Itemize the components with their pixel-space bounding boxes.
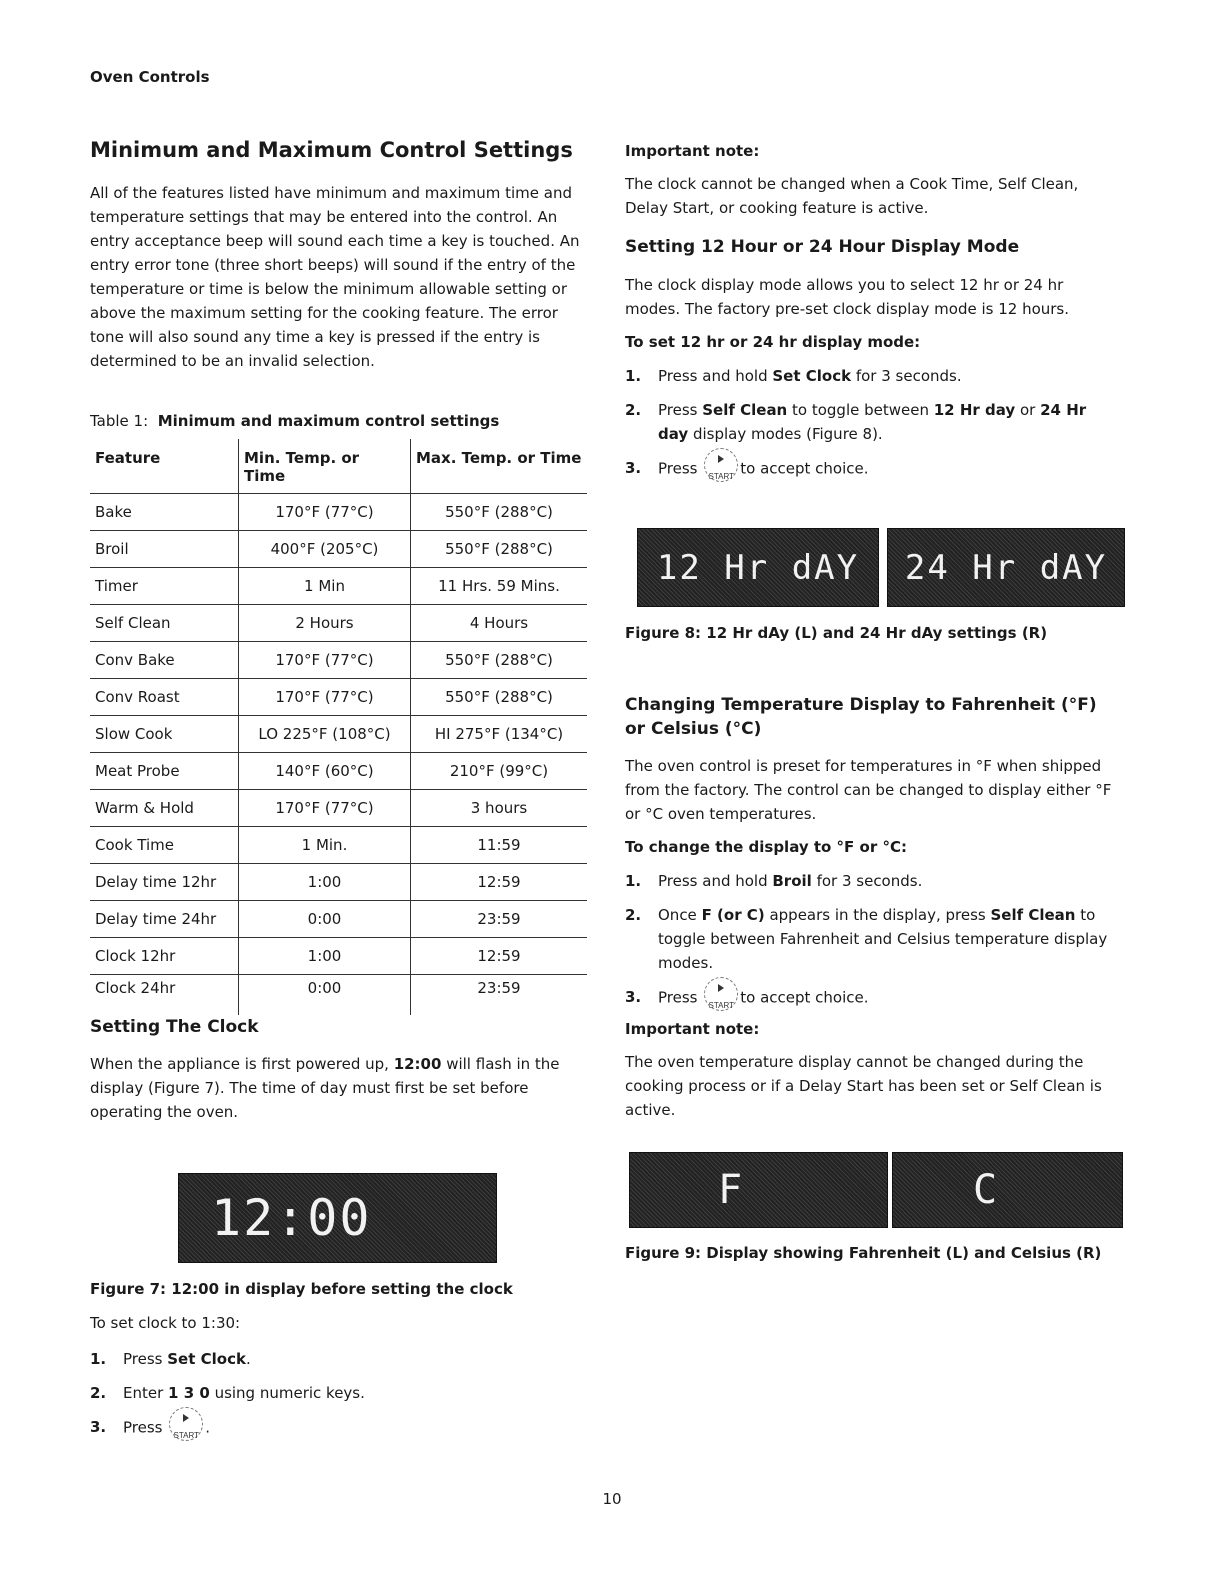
table-cell: 12:59 [411,864,588,901]
list-item [90,1347,586,1371]
table-cell: 210°F (99°C) [411,753,588,790]
important-note2-text: The oven temperature display cannot be changed during the cooking process or if a Delay Start has been set or Self Clean is active. [625,1053,1102,1119]
step-number: 3. [90,1418,107,1436]
step-bold: Self Clean [702,401,788,419]
step-bold: Set Clock [772,367,852,385]
table-row [90,975,587,1016]
clock-paragraph [90,1052,586,1124]
table-cell: 23:59 [411,975,588,1016]
table-cell: 23:59 [411,901,588,938]
mode-steps [625,364,1120,492]
page-number: 10 [602,1490,622,1508]
table-cell: Self Clean [90,605,239,642]
table-row [90,531,587,568]
mode-steps-heading: To set 12 hr or 24 hr display mode: [625,333,921,351]
table-cell: 12:59 [411,938,588,975]
step-bold: 1 3 0 [168,1384,210,1402]
table-cell: 0:00 [239,975,411,1016]
section-label: Oven Controls [90,68,210,86]
temp-steps [625,869,1120,1021]
step-text: Press [658,459,698,478]
table-row [90,938,587,975]
table-cell: 550°F (288°C) [411,531,588,568]
step-text: to accept choice. [740,459,869,478]
table-cell: Timer [90,568,239,605]
table-cell: HI 275°F (134°C) [411,716,588,753]
step-text: Enter [123,1384,169,1402]
step-number: 1. [625,872,642,890]
step-number: 2. [625,401,642,419]
table-cell: 550°F (288°C) [411,642,588,679]
step-number: 1. [90,1350,107,1368]
start-icon [169,1407,203,1441]
table-row [90,642,587,679]
table-cell: Warm & Hold [90,790,239,827]
step-bold: Set Clock [167,1350,246,1368]
step-text: Press [123,1418,163,1437]
figure8-display-left [637,528,879,607]
figure8-caption: Figure 8: 12 Hr dAy (L) and 24 Hr dAy settings (R) [625,624,1048,642]
table-cell: 140°F (60°C) [239,753,411,790]
table-cell: Meat Probe [90,753,239,790]
step-text: for 3 seconds. [851,367,962,385]
table-cell: Slow Cook [90,716,239,753]
table-cell: 170°F (77°C) [239,790,411,827]
start-icon-label: START [173,1431,199,1440]
figure7-display [178,1173,497,1263]
step-text: to toggle between [787,401,934,419]
table-cell: 170°F (77°C) [239,642,411,679]
set-clock-heading: To set clock to 1:30: [90,1314,241,1332]
figure8-right-text: 24 Hr dAY [904,547,1108,588]
table-caption-prefix: Table 1: [90,412,149,430]
list-item [625,869,1120,893]
list-item [90,1415,586,1441]
step-text: Press [658,988,698,1007]
table-row [90,716,587,753]
figure7-caption: Figure 7: 12:00 in display before setting the clock [90,1280,513,1298]
table-row [90,494,587,531]
figure9-left-text: F [718,1167,745,1213]
list-item [90,1381,586,1405]
step-text: using numeric keys. [209,1384,365,1402]
list-item [625,456,1120,482]
start-icon [704,448,738,482]
step-number: 3. [625,459,642,477]
start-icon-label: START [708,1001,734,1010]
figure8-display-right [887,528,1125,607]
figure9-caption: Figure 9: Display showing Fahrenheit (L) and Celsius (R) [625,1244,1102,1262]
step-bold: 12 Hr day [933,401,1016,419]
step-text: Press [658,401,703,419]
table-row [90,568,587,605]
important-note2-label: Important note: [625,1020,760,1038]
table-cell: 170°F (77°C) [239,679,411,716]
table-row [90,605,587,642]
table-cell: Conv Roast [90,679,239,716]
page-title: Minimum and Maximum Control Settings [90,138,573,162]
table-cell: Broil [90,531,239,568]
start-icon-label: START [708,472,734,481]
list-item [625,398,1120,446]
table-cell: Clock 12hr [90,938,239,975]
step-text: for 3 seconds. [811,872,923,890]
temp-intro: The oven control is preset for temperatures in °F when shipped from the factory. The control can be changed to display either °F or °C oven temperatures. [625,757,1112,823]
step-bold: Broil [772,872,812,890]
step-text: display modes (Figure 8). [688,425,883,443]
step-text: or [1015,401,1041,419]
list-item [625,364,1120,388]
step-text: . [245,1350,251,1368]
step-text: Press [123,1350,168,1368]
figure8-left-text: 12 Hr dAY [656,547,860,588]
table-header: Max. Temp. or Time [411,439,588,494]
table-cell: 3 hours [411,790,588,827]
figure7-display-text: 12:00 [211,1189,372,1247]
table-row [90,901,587,938]
start-icon [704,977,738,1011]
figure9-right-text: C [973,1167,1000,1213]
table-cell: 550°F (288°C) [411,494,588,531]
step-text: to toggle between Fahrenheit and Celsius temperature display modes. [658,906,1108,972]
important-note-text: The clock cannot be changed when a Cook Time, Self Clean, Delay Start, or cooking feature is active. [625,175,1079,217]
table-cell: 1:00 [239,864,411,901]
figure9-display-left [629,1152,888,1228]
step-number: 2. [625,906,642,924]
table-cell: Bake [90,494,239,531]
mode-intro: The clock display mode allows you to select 12 hr or 24 hr modes. The factory pre-set clock display mode is 12 hours. [625,276,1070,318]
table-cell: 0:00 [239,901,411,938]
step-bold: Self Clean [990,906,1076,924]
step-text: appears in the display, press [764,906,991,924]
temp-steps-heading: To change the display to °F or °C: [625,838,907,856]
table-cell: 1 Min [239,568,411,605]
table-cell: 400°F (205°C) [239,531,411,568]
table-cell: 1:00 [239,938,411,975]
table-row [90,864,587,901]
table-row [90,790,587,827]
clock-heading: Setting The Clock [90,1017,259,1037]
intro-paragraph: All of the features listed have minimum and maximum time and temperature settings that may be entered into the control. An entry acceptance beep will sound each time a key is touched. An entry error tone (three short beeps) will sound if the entry of the temperature or time is below the minimum allowable setting or above the maximum setting for the cooking feature. The error tone will also sound any time a key is pressed if the entry is determined to be an invalid selection. [90,184,580,370]
important-note-label: Important note: [625,142,760,160]
mode-heading: Setting 12 Hour or 24 Hour Display Mode [625,237,1020,257]
figure9-display-right [892,1152,1123,1228]
list-item [625,903,1120,975]
table-row [90,679,587,716]
table-cell: Clock 24hr [95,979,176,997]
step-text: Press and hold [658,872,773,890]
table-cell: 170°F (77°C) [239,494,411,531]
table-header-row [90,439,587,494]
step-bold: F (or C) [701,906,765,924]
table-header: Min. Temp. or Time [239,439,411,494]
step-bold: 24 Hr day [658,401,1087,443]
set-clock-steps [90,1347,586,1451]
table-cell: 11:59 [411,827,588,864]
table-cell: Cook Time [90,827,239,864]
step-text: Once [658,906,702,924]
list-item [625,985,1120,1011]
table-row [90,753,587,790]
table-cell: LO 225°F (108°C) [239,716,411,753]
step-number: 1. [625,367,642,385]
table-cell: Conv Bake [90,642,239,679]
step-text: . [205,1418,211,1437]
clock-text: When the appliance is first powered up, [90,1055,394,1073]
step-number: 3. [625,988,642,1006]
step-text: Press and hold [658,367,773,385]
step-number: 2. [90,1384,107,1402]
table-cell: 11 Hrs. 59 Mins. [411,568,588,605]
clock-text-rest: will flash in the display (Figure 7). The time of day must first be set before operating the oven. [90,1055,560,1121]
table-row [90,827,587,864]
table-caption [90,412,499,430]
table-cell: Delay time 24hr [90,901,239,938]
table-header: Feature [90,439,239,494]
table-caption-title: Minimum and maximum control settings [157,412,500,430]
table-cell: 550°F (288°C) [411,679,588,716]
table-cell: 2 Hours [239,605,411,642]
settings-table [90,439,587,1015]
table-cell: 1 Min. [239,827,411,864]
table-cell: Delay time 12hr [90,864,239,901]
temp-heading: Changing Temperature Display to Fahrenheit (°F) or Celsius (°C) [625,695,1097,739]
step-text: to accept choice. [740,988,869,1007]
table-cell: 4 Hours [411,605,588,642]
clock-time-bold: 12:00 [393,1055,442,1073]
